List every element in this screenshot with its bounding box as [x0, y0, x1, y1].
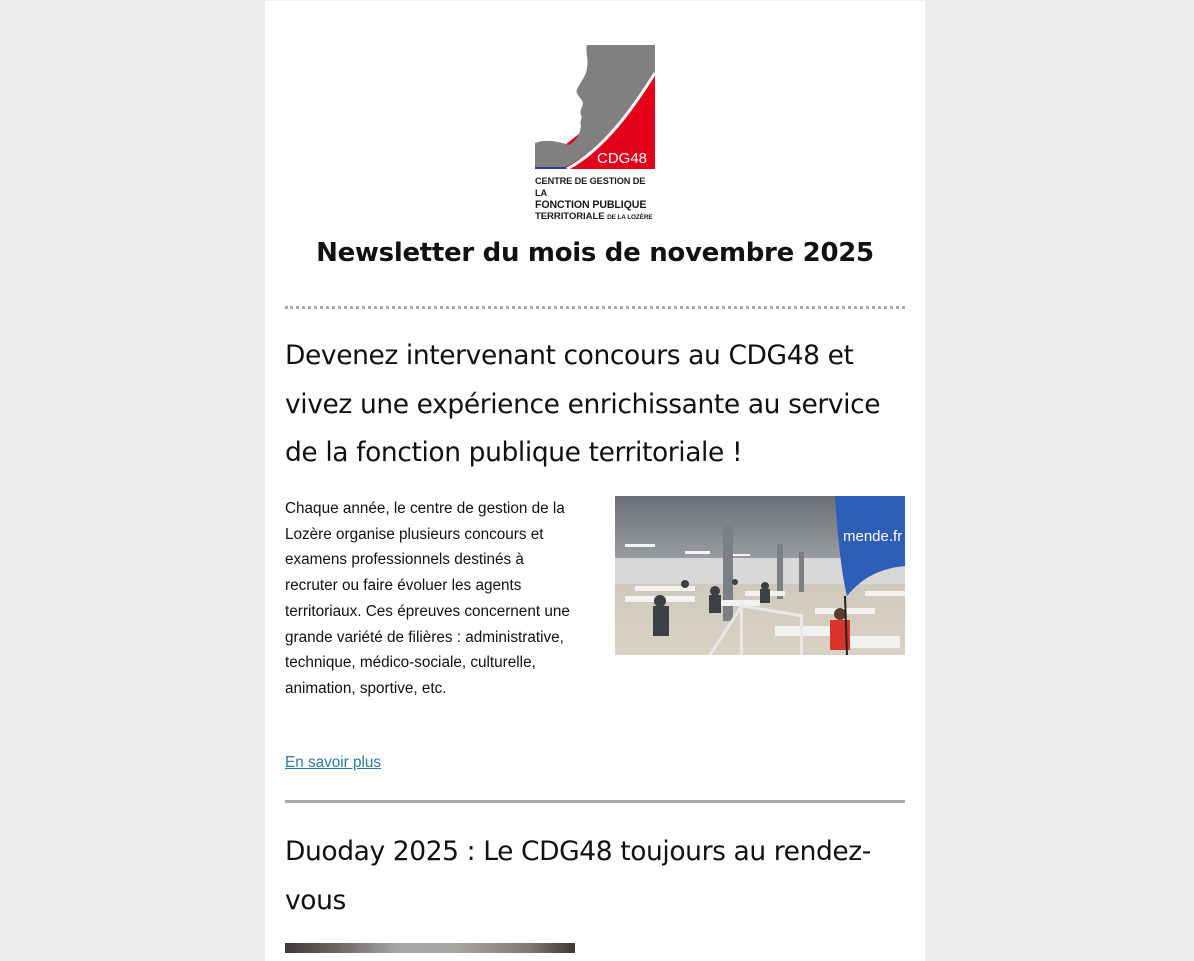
read-more-link[interactable]: En savoir plus	[285, 754, 382, 771]
logo-line-1: CENTRE DE GESTION DE LA	[535, 176, 646, 198]
logo-badge-text: CDG48	[597, 150, 648, 167]
flag-text: mende.fr	[843, 528, 903, 545]
duoday-photo	[285, 943, 575, 953]
logo-emblem	[535, 45, 657, 173]
newsletter-title: Newsletter du mois de novembre 2025	[316, 238, 874, 268]
article-body: Chaque année, le centre de gestion de la Lozère organise plusieurs concours et examens professionnels destinés à recruter ou faire évoluer les agents territoriaux. Ces épreuves concernent une grande variété de filières : administrative, technique, médico-sociale, culturelle, animation, sportive, etc.	[285, 500, 570, 697]
logo-wordmark	[535, 175, 657, 224]
newsletter-container	[265, 1, 925, 961]
logo-line-2: FONCTION PUBLIQUE	[535, 199, 647, 211]
article-divider	[285, 800, 905, 803]
exam-hall-photo	[615, 496, 905, 655]
cdg48-logo	[535, 45, 655, 222]
article-title: Devenez intervenant concours au CDG48 et vivez une expérience enrichissante au service de la fonction publique territoriale !	[285, 340, 881, 468]
article-title: Duoday 2025 : Le CDG48 toujours au rendez-vous	[285, 836, 871, 916]
dotted-divider	[285, 306, 905, 309]
logo-line-3: TERRITORIALE DE LA LOZÈRE	[535, 211, 653, 222]
exam-hall-illustration	[615, 496, 905, 655]
